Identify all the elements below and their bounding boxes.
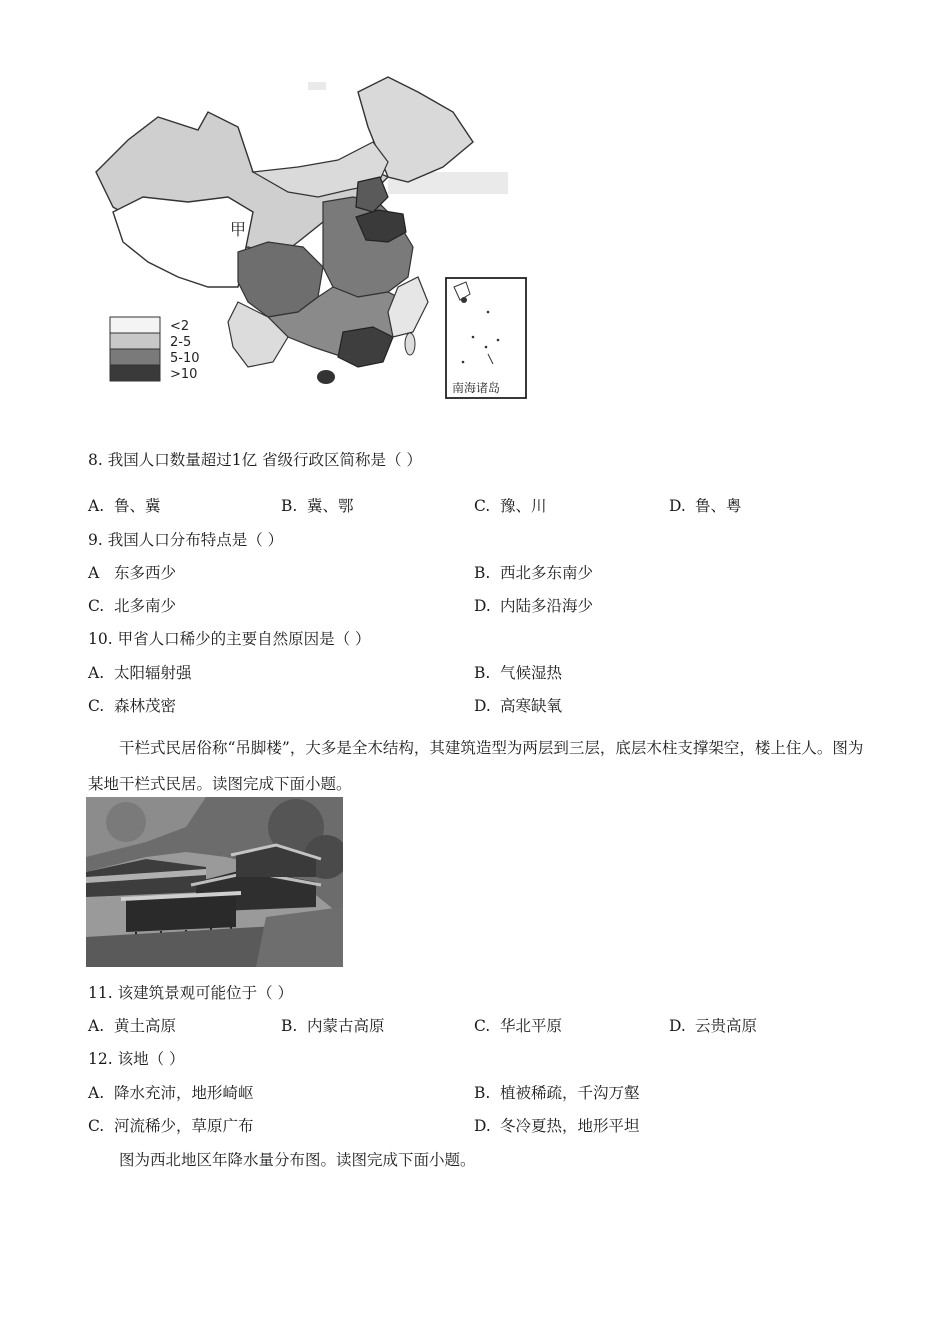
legend-swatch-2 xyxy=(110,333,160,349)
q11-option-b[interactable]: B. 内蒙古高原 xyxy=(281,1017,385,1035)
q9-option-b[interactable]: B. 西北多东南少 xyxy=(474,564,594,582)
q9-option-d[interactable]: D. 内陆多沿海少 xyxy=(474,597,594,615)
legend-label-1: <2 xyxy=(170,319,190,334)
map-province-guangdong xyxy=(338,327,393,367)
inset-label: 南海诸岛 xyxy=(452,381,501,395)
q9-option-c[interactable]: C. 北多南少 xyxy=(88,597,177,615)
map-region-central xyxy=(323,197,413,297)
q8-option-d[interactable]: D. 鲁、粤 xyxy=(669,497,742,515)
legend-swatch-4 xyxy=(110,365,160,381)
question-9-stem: 9. 我国人口分布特点是（ ） xyxy=(88,531,284,549)
question-10-stem: 10. 甲省人口稀少的主要自然原因是（ ） xyxy=(88,630,371,648)
legend-label-3: 5-10 xyxy=(170,351,200,366)
q10-option-d[interactable]: D. 高寒缺氧 xyxy=(474,697,563,715)
legend-swatch-1 xyxy=(110,317,160,333)
question-11-stem: 11. 该建筑景观可能位于（ ） xyxy=(88,984,294,1002)
map-hainan xyxy=(317,370,335,384)
map-label-jia: 甲 xyxy=(230,220,247,239)
q12-option-b[interactable]: B. 植被稀疏，千沟万壑 xyxy=(474,1084,640,1102)
q10-option-a[interactable]: A. 太阳辐射强 xyxy=(88,664,192,682)
population-density-map xyxy=(88,72,533,402)
q8-option-c[interactable]: C. 豫、川 xyxy=(474,497,547,515)
q10-option-b[interactable]: B. 气候湿热 xyxy=(474,664,563,682)
map-province-jia xyxy=(113,197,253,287)
map-inset-south-china-sea xyxy=(446,278,526,398)
q12-option-c[interactable]: C. 河流稀少，草原广布 xyxy=(88,1117,254,1135)
map-legend xyxy=(110,317,200,382)
stilt-house-photo xyxy=(86,797,343,967)
q9-option-a[interactable]: A 东多西少 xyxy=(88,564,177,582)
q12-option-a[interactable]: A. 降水充沛，地形崎岖 xyxy=(88,1084,254,1102)
passage-stilt-house: 干栏式民居俗称“吊脚楼”，大多是全木结构，其建筑造型为两层到三层，底层木柱支撑架空，楼上住人。图为某地干栏式民居。读图完成下面小题。 xyxy=(88,739,864,793)
question-8-stem: 8. 我国人口数量超过1亿 省级行政区简称是（ ） xyxy=(88,451,422,469)
question-12-stem: 12. 该地（ ） xyxy=(88,1050,185,1068)
map-taiwan xyxy=(405,333,415,355)
q8-option-b[interactable]: B. 冀、鄂 xyxy=(281,497,354,515)
q10-option-c[interactable]: C. 森林茂密 xyxy=(88,697,177,715)
legend-label-4: >10 xyxy=(170,367,198,382)
q8-option-a[interactable]: A. 鲁、冀 xyxy=(88,497,161,515)
q11-option-a[interactable]: A. 黄土高原 xyxy=(88,1017,177,1035)
q11-option-c[interactable]: C. 华北平原 xyxy=(474,1017,563,1035)
q12-option-d[interactable]: D. 冬冷夏热，地形平坦 xyxy=(474,1117,640,1135)
passage-northwest-precipitation: 图为西北地区年降水量分布图。读图完成下面小题。 xyxy=(119,1151,476,1169)
legend-label-2: 2-5 xyxy=(170,335,192,350)
q11-option-d[interactable]: D. 云贵高原 xyxy=(669,1017,758,1035)
legend-swatch-3 xyxy=(110,349,160,365)
